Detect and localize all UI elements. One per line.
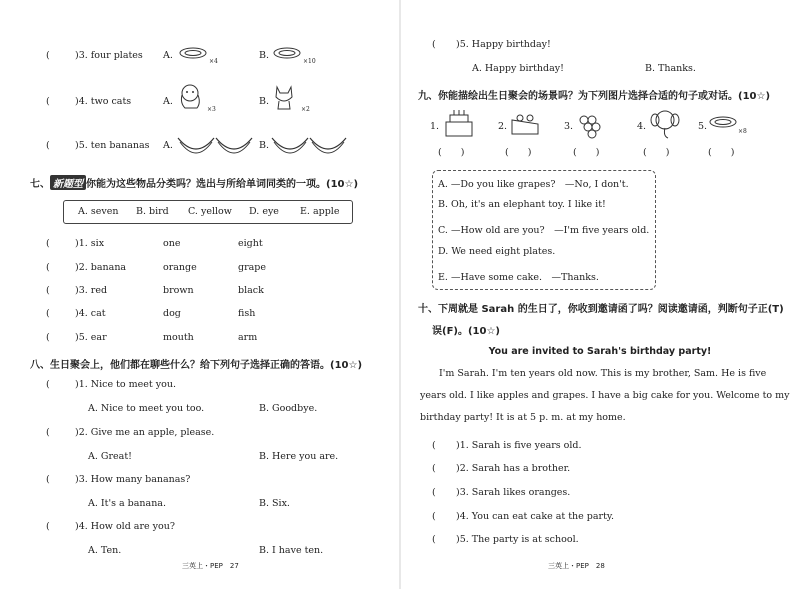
- paren[interactable]: (: [432, 534, 436, 545]
- sentence-option: B. Oh, it's an elephant toy. I like it!: [438, 199, 606, 210]
- picture-number: 4.: [637, 121, 647, 132]
- word: grape: [238, 262, 266, 273]
- section-10-title-cont: 误(F)。(10☆): [432, 326, 500, 337]
- option-a[interactable]: A. Great!: [88, 451, 132, 462]
- word: brown: [163, 285, 194, 296]
- picture-number: 5.: [698, 121, 708, 132]
- section-8-title: 八、生日聚会上，他们都在聊些什么？给下列句子选择正确的答语。(10☆): [30, 360, 363, 371]
- picture-number: 3.: [564, 121, 574, 132]
- page-footer: 三英上・PEP 27: [182, 562, 239, 570]
- option-a[interactable]: A. Ten.: [88, 545, 122, 556]
- plate-icon: [272, 45, 302, 63]
- option-a[interactable]: A. It's a banana.: [88, 498, 166, 509]
- question-text: )3. How many bananas?: [75, 474, 191, 485]
- option-b[interactable]: B. Six.: [259, 498, 290, 509]
- answer-blank[interactable]: ( ): [708, 147, 735, 158]
- question-text: )5. ear: [75, 332, 107, 343]
- birthday-cake-icon: [442, 110, 476, 140]
- word: dog: [163, 308, 181, 319]
- sentence-option: D. We need eight plates.: [438, 246, 556, 257]
- word: fish: [238, 308, 256, 319]
- quantity-note: ×8: [738, 128, 747, 135]
- word: eight: [238, 238, 263, 249]
- paren[interactable]: (: [46, 96, 50, 107]
- quantity-note: ×3: [207, 106, 216, 113]
- picture-number: 2.: [498, 121, 508, 132]
- question-text: )3. red: [75, 285, 108, 296]
- option-a-label[interactable]: A.: [163, 50, 173, 61]
- option-b[interactable]: B. I have ten.: [259, 545, 324, 556]
- sentence-option: E. —Have some cake. —Thanks.: [438, 272, 599, 283]
- sentence-option: A. —Do you like grapes? —No, I don't.: [438, 179, 629, 190]
- word: arm: [238, 332, 258, 343]
- word: black: [238, 285, 264, 296]
- statement: )4. You can eat cake at the party.: [456, 511, 615, 522]
- paren[interactable]: (: [46, 474, 50, 485]
- paren[interactable]: (: [432, 511, 436, 522]
- option-a-label[interactable]: A.: [163, 96, 173, 107]
- option-b[interactable]: B. Thanks.: [645, 63, 696, 74]
- paren[interactable]: (: [46, 308, 50, 319]
- invitation-title: You are invited to Sarah's birthday party!: [488, 346, 712, 357]
- paren[interactable]: (: [46, 140, 50, 151]
- invitation-text: I'm Sarah. I'm ten years old now. This is my brother, Sam. He is five years old. I like apples and grapes. I have a big cake for you. Welcome to my birthday party! It is at 5 p. m. at my home.: [420, 368, 790, 423]
- new-type-tag: 新题型: [50, 175, 86, 190]
- elephant-toy-icon: [648, 108, 682, 140]
- dog-icon: [176, 83, 206, 111]
- section-9-title: 九、你能描绘出生日聚会的场景吗？为下列图片选择合适的句子或对话。(10☆): [418, 91, 771, 102]
- question-text: )5. ten bananas: [75, 140, 150, 151]
- answer-blank[interactable]: ( ): [505, 147, 532, 158]
- question-text: )2. banana: [75, 262, 127, 273]
- word: one: [163, 238, 181, 249]
- question-text: )1. Nice to meet you.: [75, 379, 176, 390]
- paren[interactable]: (: [46, 427, 50, 438]
- answer-blank[interactable]: ( ): [573, 147, 600, 158]
- option-b-label[interactable]: B.: [259, 140, 270, 151]
- word-option: A. seven: [78, 206, 119, 217]
- section-10-title: 十、下周就是 Sarah 的生日了，你收到邀请函了吗？阅读邀请函，判断句子正(T): [418, 304, 784, 315]
- answer-blank[interactable]: ( ): [438, 147, 465, 158]
- plate-icon: [708, 114, 738, 132]
- option-b-label[interactable]: B.: [259, 96, 270, 107]
- option-a-label[interactable]: A.: [163, 140, 173, 151]
- paren[interactable]: (: [46, 50, 50, 61]
- bananas-icon: [176, 130, 256, 160]
- paren[interactable]: (: [46, 285, 50, 296]
- paren[interactable]: (: [432, 487, 436, 498]
- option-a[interactable]: A. Happy birthday!: [472, 63, 564, 74]
- paren[interactable]: (: [432, 39, 436, 50]
- word: mouth: [163, 332, 194, 343]
- paren[interactable]: (: [46, 521, 50, 532]
- question-text: )4. cat: [75, 308, 106, 319]
- question-text: )4. How old are you?: [75, 521, 175, 532]
- word-option: C. yellow: [188, 206, 232, 217]
- paren[interactable]: (: [46, 238, 50, 249]
- cake-slice-icon: [508, 110, 542, 140]
- paren[interactable]: (: [46, 332, 50, 343]
- statement: )2. Sarah has a brother.: [456, 463, 571, 474]
- question-text: )5. Happy birthday!: [456, 39, 551, 50]
- question-text: )1. six: [75, 238, 105, 249]
- right-page: [400, 0, 800, 589]
- bananas-icon: [270, 130, 350, 160]
- word-option: D. eye: [249, 206, 279, 217]
- option-b[interactable]: B. Goodbye.: [259, 403, 318, 414]
- question-text: )2. Give me an apple, please.: [75, 427, 215, 438]
- word: orange: [163, 262, 197, 273]
- grapes-icon: [574, 110, 608, 140]
- plate-icon: [178, 45, 208, 63]
- page-footer: 三英上・PEP 28: [548, 562, 605, 570]
- word-option: E. apple: [300, 206, 340, 217]
- sentence-option: C. —How old are you? —I'm five years old.: [438, 225, 650, 236]
- paren[interactable]: (: [46, 262, 50, 273]
- paren[interactable]: (: [46, 379, 50, 390]
- paren[interactable]: (: [432, 440, 436, 451]
- statement: )1. Sarah is five years old.: [456, 440, 582, 451]
- word-options-box: [63, 200, 353, 224]
- word-option: B. bird: [136, 206, 169, 217]
- cat-icon: [270, 83, 300, 111]
- answer-blank[interactable]: ( ): [643, 147, 670, 158]
- option-b[interactable]: B. Here you are.: [259, 451, 339, 462]
- picture-number: 1.: [430, 121, 440, 132]
- option-a[interactable]: A. Nice to meet you too.: [88, 403, 205, 414]
- quantity-note: ×2: [301, 106, 310, 113]
- question-text: )4. two cats: [75, 96, 132, 107]
- quantity-note: ×4: [209, 58, 218, 65]
- statement: )5. The party is at school.: [456, 534, 579, 545]
- question-text: )3. four plates: [75, 50, 143, 61]
- statement: )3. Sarah likes oranges.: [456, 487, 571, 498]
- section-7-title: 七、 新题型 你能为这些物品分类吗？选出与所给单词同类的一项。(10☆): [30, 175, 358, 190]
- paren[interactable]: (: [432, 463, 436, 474]
- quantity-note: ×10: [303, 58, 316, 65]
- option-b-label[interactable]: B.: [259, 50, 270, 61]
